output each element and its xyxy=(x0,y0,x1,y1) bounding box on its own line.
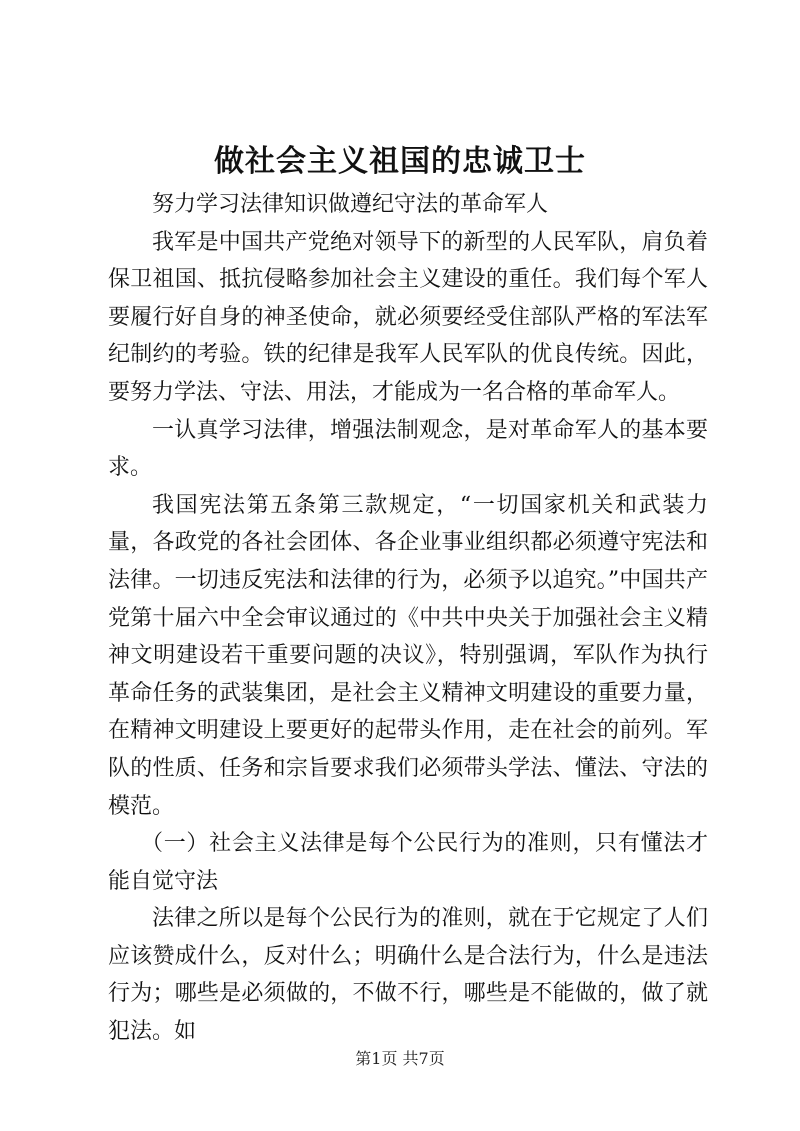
subsection-one-heading: （一）社会主义法律是每个公民行为的准则，只有懂法才能自觉守法 xyxy=(108,831,708,894)
page-footer: 第1页 共7页 xyxy=(355,1049,445,1068)
subtitle-paragraph: 努力学习法律知识做遵纪守法的革命军人 xyxy=(152,192,549,217)
document-body xyxy=(108,186,708,1051)
law-norms-paragraph: 法律之所以是每个公民行为的准则，就在于它规定了人们应该赞成什么，反对什么；明确什么是合法行为，什么是违法行为；哪些是必须做的，不做不行，哪些是不能做的，做了就犯法。如 xyxy=(108,906,708,1045)
intro-paragraph: 我军是中国共产党绝对领导下的新型的人民军队，肩负着保卫祖国、抵抗侵略参加社会主义建设的重任。我们每个军人要履行好自身的神圣使命，就必须要经受住部队严格的军法军纪制约的考验。铁的纪律是我军人民军队的优良传统。因此，要努力学法、守法、用法，才能成为一名合格的革命军人。 xyxy=(108,229,708,405)
constitution-paragraph: 我国宪法第五条第三款规定，“一切国家机关和武装力量，各政党的各社会团体、各企业事业组织都必须遵守宪法和法律。一切违反宪法和法律的行为，必须予以追究。”中国共产党第十届六中全会审议通过的《中共中央关于加强社会主义精神文明建设若干重要问题的决议》，特别强调，军队作为执行革命任务的武装集团，是社会主义精神文明建设的重要力量，在精神文明建设上要更好的起带头作用，走在社会的前列。军队的性质、任务和宗旨要求我们必须带头学法、懂法、守法的模范。 xyxy=(108,492,708,819)
document-title: 做社会主义祖国的忠诚卫士 xyxy=(214,144,586,179)
section-one-heading: 一认真学习法律，增强法制观念，是对革命军人的基本要求。 xyxy=(108,417,708,481)
